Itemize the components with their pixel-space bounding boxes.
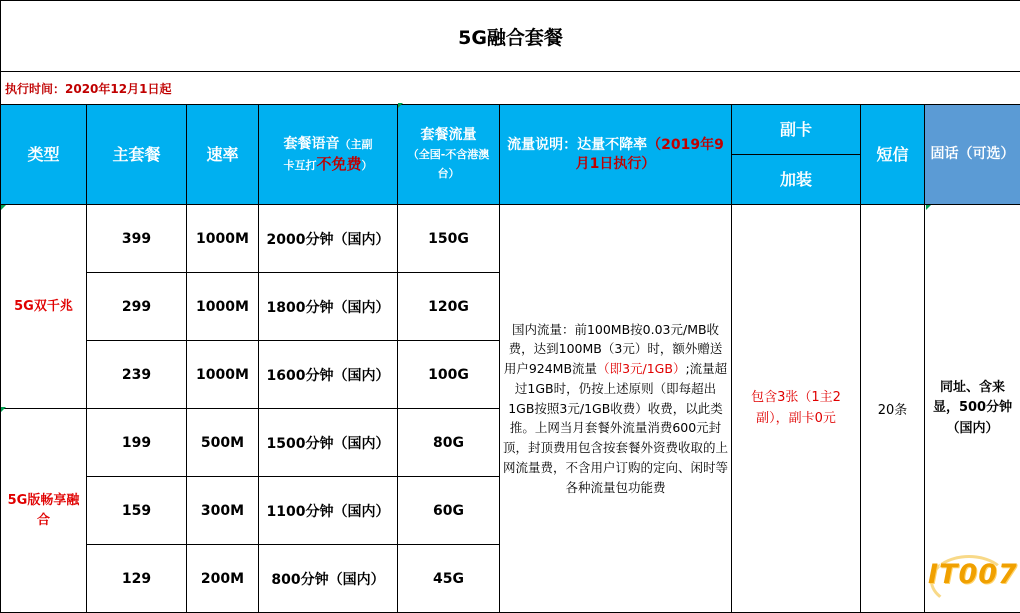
speed-cell: 300M	[187, 477, 259, 545]
price-cell: 299	[87, 273, 187, 341]
header-type: 类型	[1, 105, 87, 205]
header-data	[398, 105, 500, 205]
vice-card-info: 包含3张（1主2副），副卡0元	[732, 205, 861, 613]
effective-date: 执行时间：2020年12月1日起	[1, 72, 1020, 105]
data-cell: 45G	[398, 545, 500, 613]
watermark-logo: IT007	[928, 559, 1018, 590]
header-flow-desc-date: （2019年9月1日执行）	[576, 137, 724, 172]
voice-cell: 2000分钟（国内）	[259, 205, 398, 273]
data-cell: 150G	[398, 205, 500, 273]
voice-cell: 800分钟（国内）	[259, 545, 398, 613]
cell-comment-marker	[926, 205, 931, 210]
voice-cell: 1500分钟（国内）	[259, 409, 398, 477]
data-cell: 100G	[398, 341, 500, 409]
flow-description-part2: ;流量超过1GB时，仍按上述原则（即每超出1GB按照3元/1GB收费）收费，以此类推。上网当月套餐外流量消费600元封顶，封顶费用包含按套餐外资费收取的上网流量费，不含用户订购的定向、闲时等各种流量包功能费	[503, 361, 728, 495]
cell-comment-marker	[1, 205, 6, 210]
speed-cell: 500M	[187, 409, 259, 477]
data-cell: 80G	[398, 409, 500, 477]
speed-cell: 1000M	[187, 273, 259, 341]
header-speed: 速率	[187, 105, 259, 205]
header-voice	[259, 105, 398, 205]
header-vice-card: 副卡	[732, 105, 861, 155]
header-flow-desc	[500, 105, 732, 205]
header-flow-desc-main: 流量说明：达量不降率	[507, 137, 647, 153]
sms-info: 20条	[861, 205, 925, 613]
table-row	[1, 205, 1020, 273]
voice-cell: 1800分钟（国内）	[259, 273, 398, 341]
price-cell: 199	[87, 409, 187, 477]
voice-cell: 1100分钟（国内）	[259, 477, 398, 545]
cell-comment-marker	[1, 407, 6, 412]
header-main-plan: 主套餐	[87, 105, 187, 205]
price-cell: 399	[87, 205, 187, 273]
header-fixed-line: 固话（可选）	[925, 105, 1020, 205]
price-cell: 159	[87, 477, 187, 545]
price-cell: 129	[87, 545, 187, 613]
header-voice-main: 套餐语音	[284, 136, 340, 152]
data-cell: 120G	[398, 273, 500, 341]
header-add-on: 加装	[732, 155, 861, 205]
speed-cell: 200M	[187, 545, 259, 613]
type-group-5g-enjoy-fusion: 5G版畅享融合	[1, 409, 87, 613]
flow-description-part1: 国内流量：前100MB按0.03元/MB收费，达到100MB（3元）时，额外赠送用户924MB流量	[504, 322, 723, 377]
header-data-main: 套餐流量	[421, 127, 477, 143]
type-group-5g-double-gigabit: 5G双千兆	[1, 205, 87, 409]
header-voice-note-b: 卡互打	[283, 159, 316, 172]
header-voice-not-free: 不免费	[316, 155, 361, 173]
price-cell: 239	[87, 341, 187, 409]
header-data-note: （全国-不含港澳台）	[408, 148, 490, 180]
header-voice-note-c: ）	[362, 159, 373, 172]
fixed-line-info: 同址、含来显，500分钟（国内）	[925, 205, 1020, 613]
voice-cell: 1600分钟（国内）	[259, 341, 398, 409]
flow-description	[500, 205, 732, 613]
header-sms: 短信	[861, 105, 925, 205]
header-voice-note-a: （主副	[340, 138, 373, 151]
flow-description-highlight: （即3元/1GB）	[597, 361, 685, 376]
speed-cell: 1000M	[187, 205, 259, 273]
cell-comment-marker	[398, 103, 403, 108]
page-title: 5G融合套餐	[1, 1, 1020, 72]
data-cell: 60G	[398, 477, 500, 545]
speed-cell: 1000M	[187, 341, 259, 409]
